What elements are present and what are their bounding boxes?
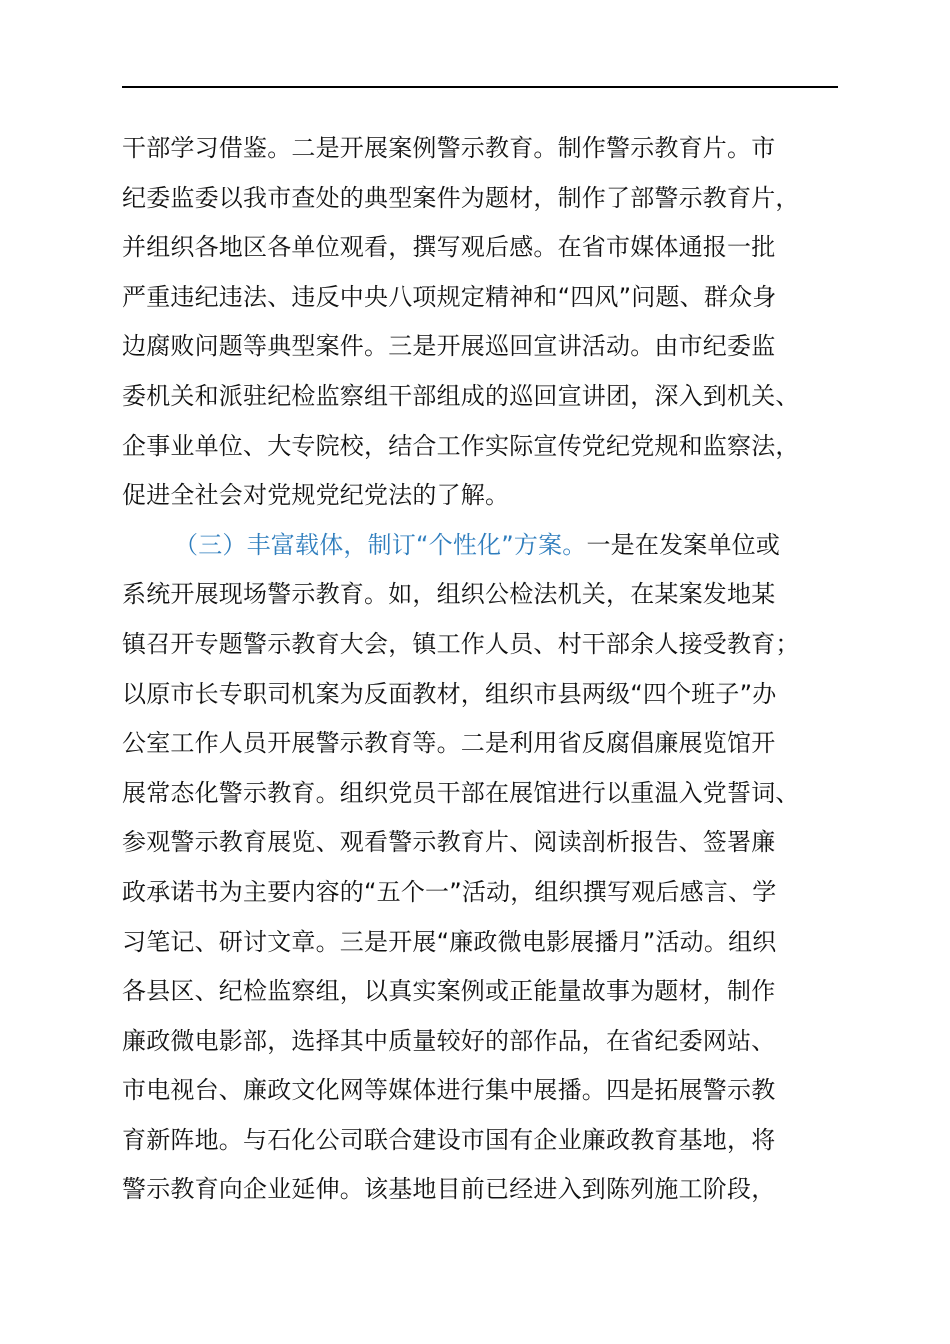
paragraph-line: 促进全社会对党规党纪党法的了解。	[122, 481, 510, 510]
paragraph-line: 纪委监委以我市查处的典型案件为题材，制作了部警示教育片，	[122, 183, 800, 212]
paragraph-line: 展常态化警示教育。组织党员干部在展馆进行以重温入党誓词、	[122, 778, 800, 807]
paragraph-line: 委机关和派驻纪检监察组干部组成的巡回宣讲团，深入到机关、	[122, 381, 800, 410]
paragraph-line: 公室工作人员开展警示教育等。二是利用省反腐倡廉展览馆开	[122, 729, 776, 758]
paragraph-line: 企事业单位、大专院校，结合工作实际宣传党纪党规和监察法，	[122, 431, 800, 460]
paragraph-line: 习笔记、研讨文章。三是开展“廉政微电影展播月”活动。组织	[122, 927, 777, 956]
paragraph-line: 市电视台、廉政文化网等媒体进行集中展播。四是拓展警示教	[122, 1076, 776, 1105]
paragraph-first-line	[122, 521, 838, 571]
paragraph-line: 以原市长专职司机案为反面教材，组织市县两级“四个班子”办	[122, 679, 777, 708]
paragraph-line: 边腐败问题等典型案件。三是开展巡回宣讲活动。由市纪委监	[122, 332, 776, 361]
paragraph-line: 镇召开专题警示教育大会，镇工作人员、村干部余人接受教育；	[122, 629, 800, 658]
paragraph-line: 干部学习借鉴。二是开展案例警示教育。制作警示教育片。市	[122, 134, 776, 162]
paragraph-line: 严重违纪违法、违反中央八项规定精神和“四风”问题、群众身	[122, 282, 777, 311]
paragraph-1	[122, 124, 838, 521]
paragraph-line: 参观警示教育展览、观看警示教育片、阅读剖析报告、签署廉	[122, 828, 776, 857]
paragraph-2	[122, 521, 838, 1215]
paragraph-line: 各县区、纪检监察组，以真实案例或正能量故事为题材，制作	[122, 977, 776, 1006]
paragraph-line: 政承诺书为主要内容的“五个一”活动，组织撰写观后感言、学	[122, 877, 777, 906]
header-rule	[122, 86, 838, 88]
paragraph-line: 系统开展现场警示教育。如，组织公检法机关，在某案发地某	[122, 580, 776, 609]
paragraph-line: 育新阵地。与石化公司联合建设市国有企业廉政教育基地，将	[122, 1125, 776, 1154]
paragraph-line: 警示教育向企业延伸。该基地目前已经进入到陈列施工阶段，	[122, 1175, 776, 1204]
paragraph-line: 廉政微电影部，选择其中质量较好的部作品，在省纪委网站、	[122, 1026, 776, 1055]
paragraph-line: 并组织各地区各单位观看，撰写观后感。在省市媒体通报一批	[122, 233, 776, 262]
section-heading: （三）丰富载体，制订“个性化”方案。	[174, 530, 587, 559]
document-body	[122, 124, 838, 1215]
first-line-rest: 一是在发案单位或	[586, 530, 781, 559]
